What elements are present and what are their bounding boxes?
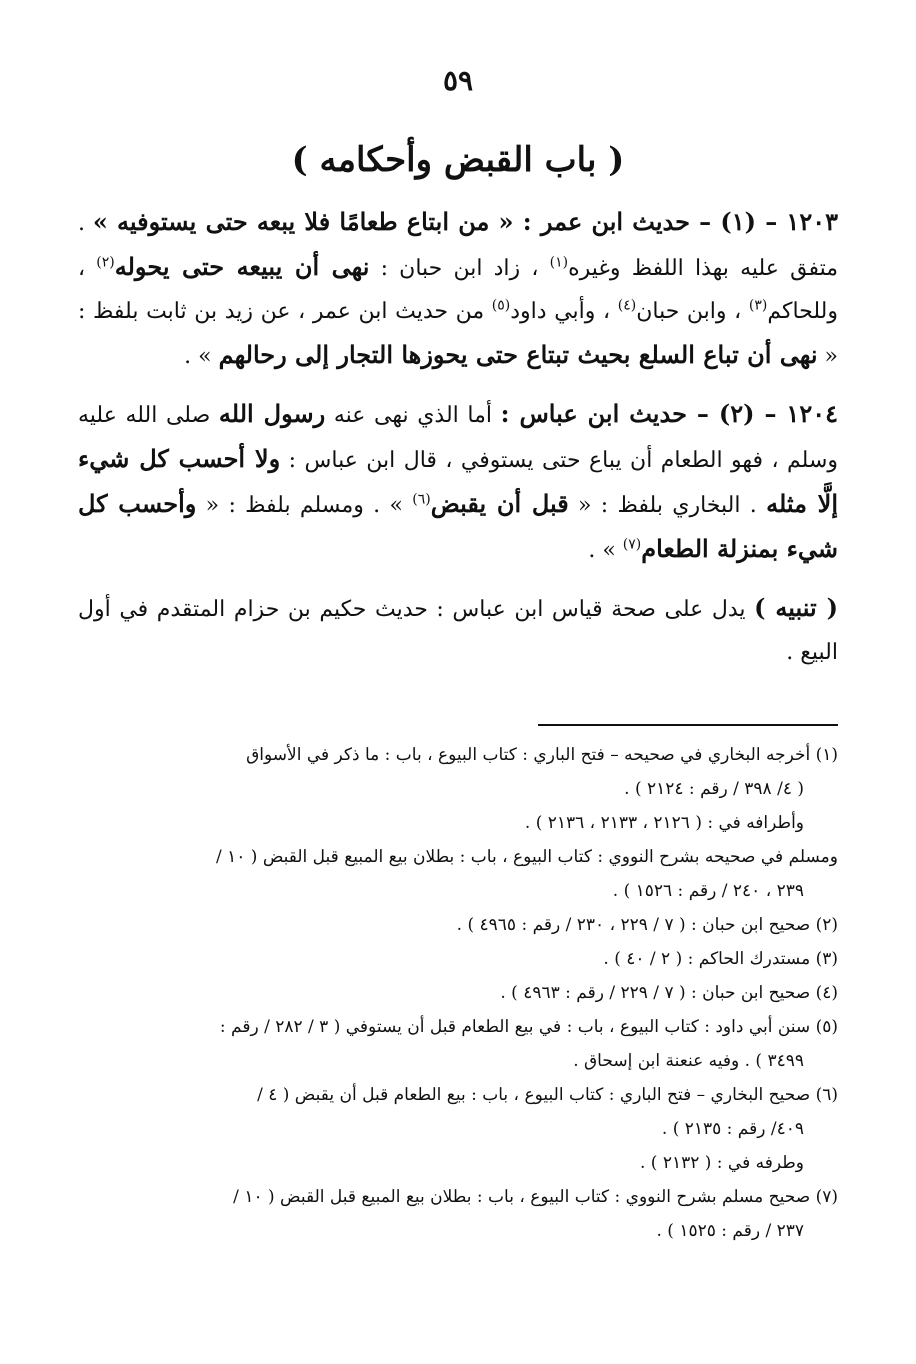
text: ، زاد ابن حبان : (369, 256, 550, 281)
chapter-title: ( باب القبض وأحكامه ) (291, 140, 625, 180)
hadith-1203-lead: ١٢٠٣ – (١) – حديث ابن عمر : « من ابتاع طعامًا فلا يبعه حتى يستوفيه » (92, 207, 838, 236)
footnote-line: (٤) صحيح ابن حبان : ( ٧ / ٢٢٩ / رقم : ٤٩٦٣ ) . (500, 983, 838, 1003)
hadith-1204 (78, 392, 838, 572)
footnote-line: وأطرافه في : ( ٢١٢٦ ، ٢١٣٣ ، ٢١٣٦ ) . (524, 813, 804, 833)
footnote-line: ٣٤٩٩ ) . وفيه عنعنة ابن إسحاق . (573, 1051, 804, 1071)
hadith-1203 (78, 200, 838, 378)
text: صلى الله عليه وسلم ، فهو الطعام أن يباع حتى يستوفي ، قال ابن عباس : (78, 403, 839, 473)
text: » . (184, 344, 219, 369)
text: من حديث ابن عمر ، عن زيد بن ثابت بلفظ : « (78, 299, 838, 369)
note-label: ( تنبيه ) (754, 593, 838, 622)
quote: نهى أن تباع السلع بحيث تبتاع حتى يحوزها التجار إلى رحالهم (218, 340, 818, 369)
footnote-line: (٢) صحيح ابن حبان : ( ٧ / ٢٢٩ ، ٢٣٠ / رقم : ٤٩٦٥ ) . (456, 915, 838, 935)
text: . البخاري بلفظ : « (568, 493, 767, 518)
footnote-ref-6: (٦) (412, 491, 431, 508)
footnote-line: ٢٣٧ / رقم : ١٥٢٥ ) . (656, 1221, 804, 1241)
footnote-line: (٧) صحيح مسلم بشرح النووي : كتاب البيوع ، باب : بطلان بيع المبيع قبل القبض ( ١٠ / (233, 1187, 838, 1207)
footnote-line: وطرفه في : ( ٢١٣٢ ) . (639, 1153, 804, 1173)
page-number: ٥٩ (442, 64, 474, 97)
text: أما الذي نهى عنه (325, 403, 501, 428)
footnote-ref-3: (٣) (748, 297, 768, 314)
quote: وأحسب كل شيء بمنزلة الطعام (78, 489, 838, 563)
footnote-line: (٣) مستدرك الحاكم : ( ٢ / ٤٠ ) . (603, 949, 838, 969)
text: » . (588, 538, 623, 563)
note-text: يدل على صحة قياس ابن عباس : حديث حكيم بن حزام المتقدم في أول البيع . (78, 597, 838, 665)
quote: نهى أن يبيعه حتى يحوله (114, 252, 370, 281)
footnote-ref-2: (٢) (96, 254, 115, 271)
text: رسول الله (218, 399, 326, 428)
text: ، وابن حبان (636, 299, 749, 324)
footnote-ref-7: (٧) (622, 536, 642, 553)
text: ، وللحاكم (78, 256, 838, 324)
main-text (78, 200, 838, 688)
footnote-ref-1: (١) (549, 254, 569, 271)
footnote-ref-4: (٤) (617, 297, 637, 314)
quote: ولا أحسب كل شيء إلَّا مثله (78, 444, 839, 518)
footnote-line: ومسلم في صحيحه بشرح النووي : كتاب البيوع ، باب : بطلان بيع المبيع قبل القبض ( ١٠ / (215, 847, 838, 867)
text: » . ومسلم بلفظ : « (196, 493, 413, 518)
hadith-1204-lead: ١٢٠٤ – (٢) – حديث ابن عباس : (500, 399, 838, 428)
footnote-line: ٤٠٩/ رقم : ٢١٣٥ ) . (661, 1119, 804, 1139)
footnote-divider (538, 724, 838, 726)
footnote-line: (١) أخرجه البخاري في صحيحه – فتح الباري : كتاب البيوع ، باب : ما ذكر في الأسواق (246, 745, 838, 765)
footnotes (78, 738, 838, 1248)
footnote-line: (٥) سنن أبي داود : كتاب البيوع ، باب : في بيع الطعام قبل أن يستوفي ( ٣ / ٢٨٢ / رقم : (219, 1017, 838, 1037)
footnote-line: ( ٤/ ٣٩٨ / رقم : ٢١٢٤ ) . (624, 779, 804, 799)
footnote-line: (٦) صحيح البخاري – فتح الباري : كتاب البيوع ، باب : بيع الطعام قبل أن يقبض ( ٤ / (257, 1085, 838, 1105)
text: ، وأبي داود (510, 299, 618, 324)
quote: قبل أن يقبض (430, 489, 569, 518)
note (78, 586, 838, 674)
footnote-ref-5: (٥) (491, 297, 511, 314)
text: . متفق عليه بهذا اللفظ وغيره (78, 211, 839, 281)
footnote-line: ٢٣٩ ، ٢٤٠ / رقم : ١٥٢٦ ) . (612, 881, 804, 901)
